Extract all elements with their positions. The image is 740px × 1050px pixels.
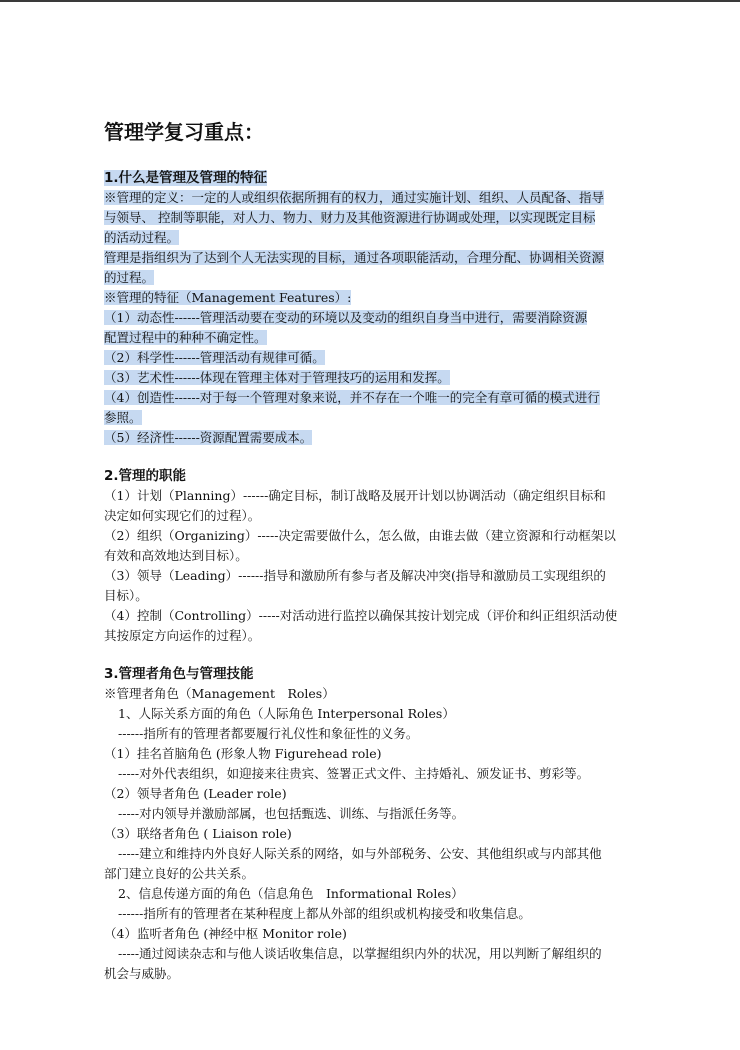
s2-function-line: 目标）。: [104, 588, 148, 603]
s3-role-desc: 部门建立良好的公共关系。: [104, 866, 255, 881]
s1-feature-item: （1）动态性------管理活动要在变动的环境以及变动的组织自身当中进行，需要消除资源: [104, 310, 588, 325]
s1-definition2-line: 管理是指组织为了达到个人无法实现的目标，通过各项职能活动，合理分配、协调相关资源: [104, 250, 605, 265]
s3-role-desc: -----通过阅读杂志和与他人谈话收集信息，以掌握组织内外的状况，用以判断了解组织的: [118, 946, 602, 961]
s3-role-item: （4）监听者角色 (神经中枢 Monitor role): [104, 926, 347, 941]
s1-definition2-line: 的过程。: [104, 270, 155, 285]
s3-role-desc: ------指所有的管理者在某种程度上都从外部的组织或机构接受和收集信息。: [118, 906, 531, 921]
s2-function-line: 有效和高效地达到目标）。: [104, 548, 248, 563]
s1-definition-line: 的活动过程。: [104, 230, 180, 245]
s1-features-heading: ※管理的特征（Management Features）:: [104, 290, 352, 305]
s1-feature-item: 参照。: [104, 410, 142, 425]
s1-definition-line: 与领导、 控制等职能，对人力、物力、财力及其他资源进行协调或处理，以实现既定目标: [104, 210, 596, 225]
s3-role-desc: ------指所有的管理者都要履行礼仪性和象征性的义务。: [118, 726, 419, 741]
s3-role-desc: 机会与威胁。: [104, 966, 180, 981]
s2-function-line: （2）组织（Organizing）-----决定需要做什么，怎么做，由谁去做（建立资源和行动框架以: [104, 528, 616, 543]
section-2-heading: 2.管理的职能: [104, 468, 187, 484]
section-1-heading: 1.什么是管理及管理的特征: [104, 170, 268, 186]
s3-role-item: （1）挂名首脑角色 (形象人物 Figurehead role): [104, 746, 382, 761]
s1-feature-item: （3）艺术性------体现在管理主体对于管理技巧的运用和发挥。: [104, 370, 450, 385]
s1-feature-item: （4）创造性------对于每一个管理对象来说，并不存在一个唯一的完全有章可循的模式进行: [104, 390, 600, 405]
s2-function-line: 决定如何实现它们的过程）。: [104, 508, 261, 523]
section-3-heading: 3.管理者角色与管理技能: [104, 666, 254, 682]
s1-feature-item: （2）科学性------管理活动有规律可循。: [104, 350, 325, 365]
s3-role-item: （3）联络者角色 ( Liaison role): [104, 826, 292, 841]
s1-definition-line: ※管理的定义：一定的人或组织依据所拥有的权力，通过实施计划、组织、人员配备、指导: [104, 190, 605, 205]
s3-roles-heading: ※管理者角色（Management Roles）: [104, 686, 335, 701]
s3-role-group: 1、人际关系方面的角色（人际角色 Interpersonal Roles）: [118, 706, 455, 721]
s3-role-item: （2）领导者角色 (Leader role): [104, 786, 287, 801]
s2-function-line: （1）计划（Planning）------确定目标，制订战略及展开计划以协调活动（确定组织目标和: [104, 488, 606, 503]
s3-role-desc: -----对外代表组织，如迎接来往贵宾、签署正式文件、主持婚礼、颁发证书、剪彩等。: [118, 766, 590, 781]
doc-title: 管理学复习重点：: [104, 120, 264, 144]
document-page: [104, 120, 644, 984]
s3-role-desc: -----对内领导并激励部属，也包括甄选、训练、与指派任务等。: [118, 806, 465, 821]
s2-function-line: 其按原定方向运作的过程）。: [104, 628, 261, 643]
s1-feature-item: （5）经济性------资源配置需要成本。: [104, 430, 313, 445]
s2-function-line: （3）领导（Leading）------指导和激励所有参与者及解决冲突(指导和激励员工实现组织的: [104, 568, 606, 583]
s1-feature-item: 配置过程中的种种不确定性。: [104, 330, 267, 345]
s3-role-group: 2、信息传递方面的角色（信息角色 Informational Roles）: [118, 886, 464, 901]
s3-role-desc: -----建立和维持内外良好人际关系的网络，如与外部税务、公安、其他组织或与内部其他: [118, 846, 602, 861]
s2-function-line: （4）控制（Controlling）-----对活动进行监控以确保其按计划完成（评价和纠正组织活动使: [104, 608, 618, 623]
top-border: [0, 0, 740, 2]
